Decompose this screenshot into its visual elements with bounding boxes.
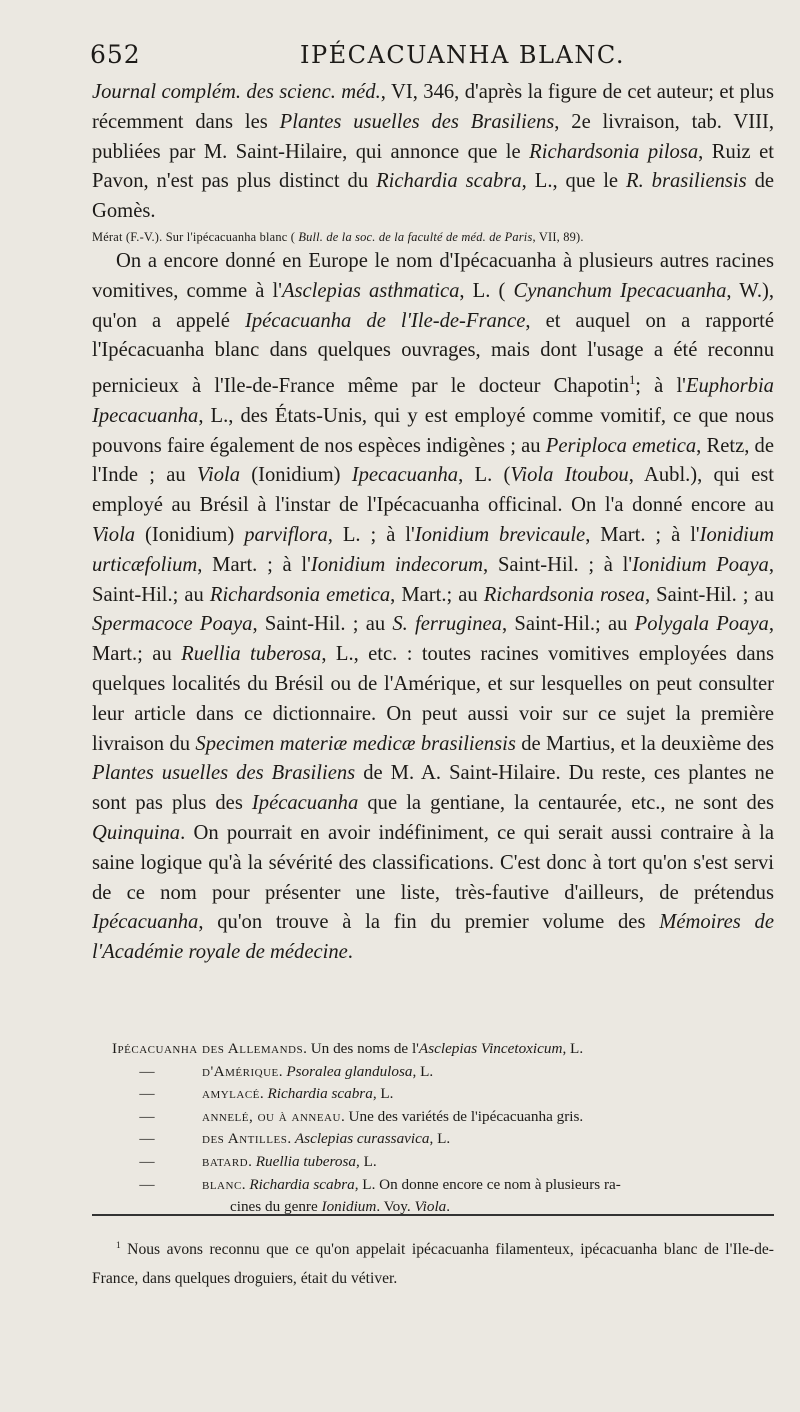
text-run: .: [287, 1130, 295, 1148]
text-run: , L., etc. : toutes racines vomitives employées dans quelques localités du Brésil ou de l'Amérique, et sur lesquelles on peut consulter leur article dans ce dictionnaire. On peut aussi voir sur ce sujet la première livraison du: [92, 643, 774, 755]
italic-text: Mémoires de l'Académie royale de médecine: [92, 911, 774, 964]
text-run: . Voy.: [376, 1198, 415, 1216]
footnote-text: [92, 1232, 774, 1293]
text-run: , et auquel on a rapporté l'Ipécacuanha blanc dans quelques ouvrages, mais dont l'usage a été reconnu pernicieux à l'Ile-de-France même par le docteur Chapotin: [92, 309, 774, 398]
italic-text: Ipécacuanha: [251, 792, 359, 815]
italic-text: Ipécacuanha de l'Ile-de-France: [244, 309, 526, 332]
entry-term: Ipécacuanha des Allemands: [112, 1040, 304, 1057]
text-run: ; à l': [635, 375, 686, 398]
text-run: , L. On donne encore ce nom à plusieurs ra-: [354, 1175, 621, 1193]
footnote-marker: 1: [116, 1241, 121, 1251]
text-run: , L. (: [459, 279, 514, 302]
entry-term: des Antilles: [202, 1130, 288, 1148]
entry-term: d'Amérique: [202, 1062, 279, 1080]
italic-text: Viola: [92, 524, 136, 547]
entry-term: blanc: [202, 1175, 242, 1193]
entry-line: [92, 1083, 774, 1106]
text-run: de Gomès.: [92, 170, 775, 223]
italic-text: S. ferruginea: [392, 613, 502, 636]
text-run: , L. (: [458, 464, 511, 487]
entry-line: [92, 1038, 774, 1061]
entry-term: annelé, ou à anneau: [202, 1107, 341, 1125]
italic-text: Ruellia tuberosa: [181, 643, 322, 666]
entry-term: amylacé: [202, 1085, 260, 1103]
text-run: , L.: [372, 1085, 394, 1103]
entry-dash: —: [139, 1085, 155, 1103]
text-run: . On pourrait en avoir indéfiniment, ce qui serait aussi contraire à la saine logique qu'à la sévérité des classifications. C'est donc à tort qu'on s'est servi de ce nom pour présenter une liste, très-fautive d'ailleurs, de prétendus: [92, 821, 774, 904]
text-run: , L. ; à l': [327, 524, 415, 547]
entry-line: [92, 1106, 774, 1129]
text-run: .: [259, 1085, 268, 1103]
text-run: , VI, 346, d'après la figure de cet auteur; et plus récemment dans les: [92, 81, 774, 133]
italic-text: Plantes usuelles des Brasiliens: [92, 762, 356, 785]
italic-text: Journal complém. des scienc. méd.: [92, 81, 381, 103]
italic-text: Viola Itoubou: [510, 464, 629, 487]
italic-text: parviflora: [244, 524, 328, 547]
text-run: , Mart. ; à l': [585, 524, 700, 547]
entry-dash: —: [139, 1130, 155, 1148]
text-run: , Mart.; au: [92, 613, 774, 666]
italic-text: Ipécacuanha: [92, 911, 199, 934]
text-run: , Mart. ; à l': [197, 553, 311, 576]
italic-text: Ipecacuanha: [351, 464, 459, 487]
text-run: , Saint-Hil. ; au: [644, 583, 774, 606]
text-run: .: [241, 1175, 250, 1193]
italic-text: Ionidium urticæfolium: [92, 524, 775, 576]
italic-text: Asclepias Vincetoxicum: [418, 1040, 563, 1057]
italic-text: Periploca emetica: [545, 434, 697, 457]
text-run: , Ruiz et Pavon, n'est pas plus distinct du: [92, 140, 775, 193]
text-run: , Saint-Hil. ; à l': [483, 553, 633, 576]
footnote-rule: [92, 1214, 774, 1216]
italic-text: Ionidium Poaya: [632, 553, 769, 576]
italic-text: Ionidium indecorum: [310, 553, 484, 576]
text-run: , L.: [355, 1152, 377, 1170]
entry-dash: —: [139, 1152, 155, 1170]
italic-text: Psoralea glandulosa: [286, 1062, 413, 1080]
footnote-marker: 1: [629, 373, 636, 388]
entry-line: [92, 1128, 774, 1151]
text-run: , L.: [412, 1062, 434, 1080]
text-run: , L.: [562, 1040, 584, 1057]
entry-term: batard: [202, 1152, 249, 1170]
italic-text: Euphorbia Ipecacuanha: [92, 375, 774, 427]
italic-text: Ruellia tuberosa: [255, 1152, 356, 1170]
text-run: .: [248, 1152, 256, 1170]
paragraph-continued: [92, 78, 774, 227]
entry-dash: —: [139, 1062, 155, 1080]
text-run: que la gentiane, la centaurée, etc., ne sont des: [358, 792, 774, 815]
main-text: [92, 78, 774, 968]
italic-text: Asclepias curassavica: [294, 1130, 430, 1148]
italic-text: Richardia scabra: [376, 170, 522, 193]
text-run: de Martius, et la deuxième des: [515, 732, 774, 755]
text-run: , W.), qu'on a appelé: [92, 279, 774, 332]
italic-text: Bull. de la soc. de la faculté de méd. de Paris: [298, 229, 533, 244]
paragraph-ipecacuanha-others: [92, 247, 774, 968]
text-run: , Retz, de l'Inde ; au: [92, 434, 774, 487]
text-run: Mérat (F.-V.). Sur l'ipécacuanha blanc (: [92, 229, 299, 244]
page-number: 652: [90, 40, 141, 69]
text-run: .: [347, 941, 353, 964]
text-run: (Ionidium): [135, 524, 245, 547]
entry-line: [92, 1174, 774, 1197]
italic-text: Ionidium brevicaule: [414, 524, 586, 547]
footnote: [92, 1232, 774, 1293]
text-run: , Saint-Hil. ; au: [252, 613, 393, 636]
entry-line: [92, 1151, 774, 1174]
italic-text: Specimen materiæ medicæ brasiliensis: [195, 732, 516, 755]
entry-line: [92, 1061, 774, 1084]
text-run: .: [446, 1198, 451, 1216]
text-run: , Saint-Hil.; au: [501, 613, 635, 636]
italic-text: Richardsonia emetica: [209, 583, 391, 606]
text-run: On a encore donné en Europe le nom d'Ipécacuanha à plusieurs autres racines vomitives, comme à l': [92, 249, 774, 302]
italic-text: Spermacoce Poaya: [92, 613, 253, 636]
page-header: [90, 40, 770, 76]
text-run: , Aubl.), qui est employé au Brésil à l'instar de l'Ipécacuanha officinal. On l'a donné encore au: [92, 464, 774, 517]
text-run: Nous avons reconnu que ce qu'on appelait ipécacuanha filamenteux, ipécacuanha blanc de l'Ile-de-France, dans quelques droguiers, était du vétiver.: [92, 1241, 774, 1288]
italic-text: R. brasiliensis: [626, 170, 747, 193]
text-run: , Saint-Hil.; au: [92, 553, 774, 606]
italic-text: Asclepias asthmatica: [281, 279, 460, 302]
text-run: (Ionidium): [240, 464, 352, 487]
text-run: , L., des États-Unis, qui y est employé comme vomitif, ce que nous pouvons faire également de nos espèces indigènes ; au: [92, 404, 774, 457]
italic-text: Richardia scabra: [249, 1175, 355, 1193]
text-run: . Une des variétés de l'ipécacuanha gris.: [340, 1107, 584, 1125]
running-title: IPÉCACUANHA BLANC.: [300, 41, 625, 69]
text-run: , VII, 89).: [532, 229, 584, 244]
italic-text: Richardsonia rosea: [483, 583, 645, 606]
text-run: , 2e livraison, tab. VIII, publiées par M. Saint-Hilaire, qui annonce que le: [92, 110, 774, 163]
reference-line: [92, 227, 774, 247]
italic-text: Richardsonia pilosa: [529, 140, 699, 163]
text-run: , L., que le: [521, 170, 626, 193]
italic-text: Quinquina: [92, 821, 181, 844]
italic-text: Polygala Poaya: [634, 613, 769, 636]
italic-text: Cynanchum Ipecacuanha: [513, 279, 727, 302]
text-run: . Un des noms de l': [303, 1040, 419, 1057]
text-run: , L.: [429, 1130, 451, 1148]
entry-list: [92, 1038, 774, 1219]
text-run: de M. A. Saint-Hilaire. Du reste, ces plantes ne sont pas plus des: [92, 762, 774, 815]
text-run: .: [278, 1062, 287, 1080]
italic-text: Richardia scabra: [267, 1085, 373, 1103]
italic-text: Viola: [196, 464, 241, 487]
italic-text: Viola: [414, 1198, 447, 1216]
italic-text: Plantes usuelles des Brasiliens: [279, 110, 555, 133]
entry-dash: —: [139, 1175, 155, 1193]
text-run: , qu'on trouve à la fin du premier volume des: [198, 911, 660, 934]
text-run: , Mart.; au: [390, 583, 484, 606]
entry-dash: —: [139, 1107, 155, 1125]
text-run: cines du genre: [230, 1198, 322, 1216]
italic-text: Ionidium: [321, 1198, 377, 1216]
